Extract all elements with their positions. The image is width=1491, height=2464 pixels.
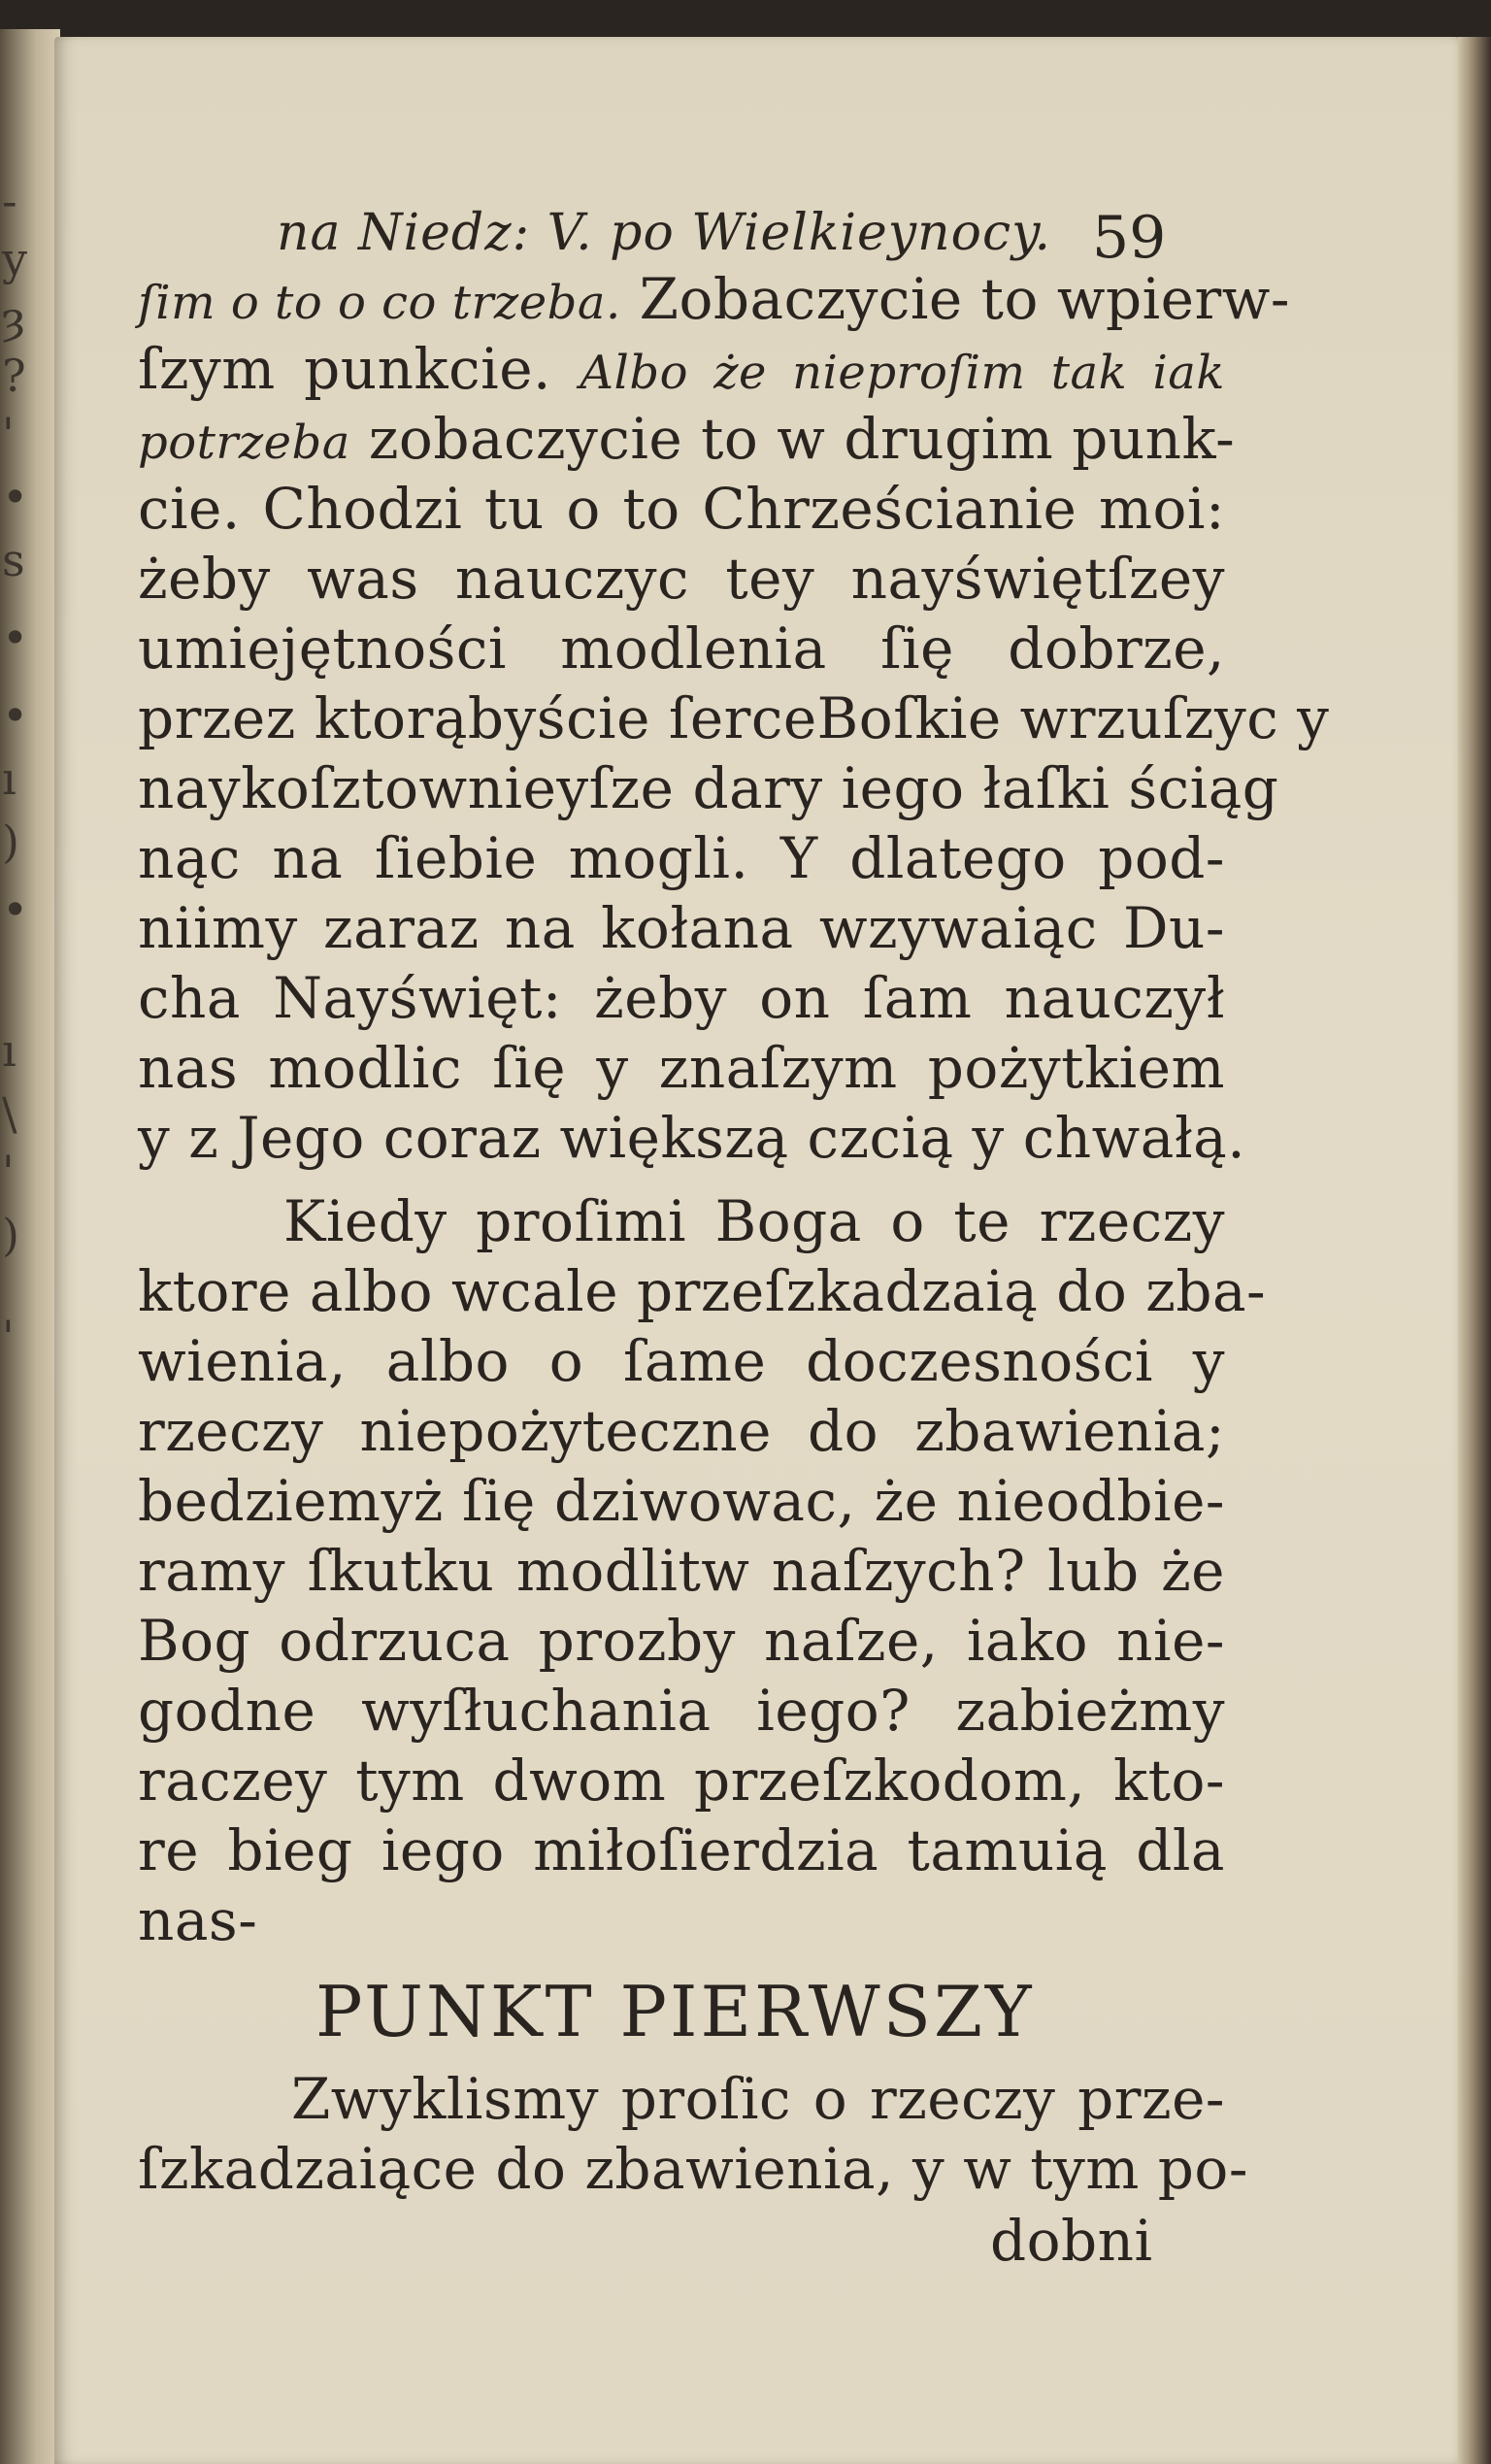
margin-fragment: y <box>2 233 27 285</box>
margin-fragment: • <box>2 689 29 742</box>
margin-fragment: - <box>2 175 17 227</box>
margin-fragment: ) <box>2 816 19 868</box>
margin-fragment: • <box>2 883 29 936</box>
page-right-edge <box>1458 37 1491 2464</box>
text-line: niimy zaraz na kołana wzywaiąc Du- <box>138 895 1225 961</box>
margin-fragment: • <box>2 612 29 664</box>
margin-fragment: ı <box>2 752 17 805</box>
text-line: Zwyklismy proſic o rzeczy prze- <box>291 2066 1225 2132</box>
text-line: umiejętności modlenia ſię dobrze, <box>138 616 1225 682</box>
margin-fragment: • <box>2 471 29 523</box>
text-line: przez ktorąbyście ſerceBoſkie wrzuſzyc y <box>138 685 1330 751</box>
catchword: dobni <box>990 2208 1153 2274</box>
margin-fragment: s <box>2 534 25 586</box>
text-line: cha Nayświęt: żeby on ſam nauczył <box>138 965 1225 1031</box>
text-line: ſzkadzaiące do zbawienia, y w tym po- <box>138 2136 1248 2202</box>
text-line <box>138 404 1236 478</box>
text-line: Bog odrzuca prozby naſze, iako nie- <box>138 1608 1225 1674</box>
section-heading: PUNKT PIERWSZY <box>315 1971 1035 2052</box>
text-line: wienia, albo o ſame doczesności y <box>138 1328 1225 1394</box>
text-line: żeby was nauczyc tey nayświętſzey <box>138 546 1225 612</box>
text-line: y z Jego coraz większą czcią y chwałą. <box>138 1105 1246 1171</box>
text-line: raczey tym dwom przeſzkodom, kto- <box>138 1748 1225 1814</box>
facing-page-edge <box>0 29 60 2464</box>
text-line <box>138 264 1290 338</box>
line-text: zobaczycie to w drugim punk- <box>368 406 1236 472</box>
running-head: na Niedz: V. po Wielkieynocy. <box>277 204 1052 262</box>
text-line: nąc na ſiebie mogli. Y dlatego pod- <box>138 825 1225 891</box>
margin-fragment: \ <box>2 1087 17 1140</box>
margin-fragment: ı <box>2 1024 17 1077</box>
italic-lead: ſim o to o co trzeba. <box>138 276 621 330</box>
page-number: 59 <box>1092 204 1167 272</box>
margin-fragment: ' <box>2 408 15 460</box>
margin-fragment: ȝ <box>2 291 25 344</box>
text-line <box>138 334 1225 408</box>
margin-fragment: ' <box>2 1146 15 1198</box>
text-line: ramy ſkutku modlitw naſzych? lub że <box>138 1538 1225 1604</box>
text-line: nas modlic ſię y znaſzym pożytkiem <box>138 1035 1225 1101</box>
text-line: rzeczy niepożyteczne do zbawienia; <box>138 1398 1225 1464</box>
margin-fragment: ' <box>2 1311 15 1363</box>
text-line: Kiedy proſimi Boga o te rzeczy <box>283 1188 1225 1254</box>
line-text: ſzym punkcie. <box>138 336 551 402</box>
text-line: cie. Chodzi tu o to Chrześcianie moi: <box>138 476 1225 542</box>
text-line: ktore albo wcale przeſzkadzaią do zba- <box>138 1258 1267 1324</box>
text-line: godne wyſłuchania iego? zabieżmy <box>138 1678 1225 1744</box>
line-text: Zobaczycie to wpierw- <box>639 266 1290 332</box>
text-line: bedziemyż ſię dziwowac, że nieodbie- <box>138 1468 1225 1534</box>
margin-fragment: ? <box>2 350 26 402</box>
italic-tail: Albo że nieproſim tak iak <box>580 346 1225 400</box>
text-line: re bieg iego miłoſierdzia tamuią dla <box>138 1817 1225 1883</box>
text-line: nas- <box>138 1887 258 1953</box>
italic-lead: potrzeba <box>138 416 350 470</box>
text-line: naykoſztownieyſze dary iego łaſki ściąg <box>138 755 1279 821</box>
margin-fragment: ) <box>2 1209 19 1261</box>
